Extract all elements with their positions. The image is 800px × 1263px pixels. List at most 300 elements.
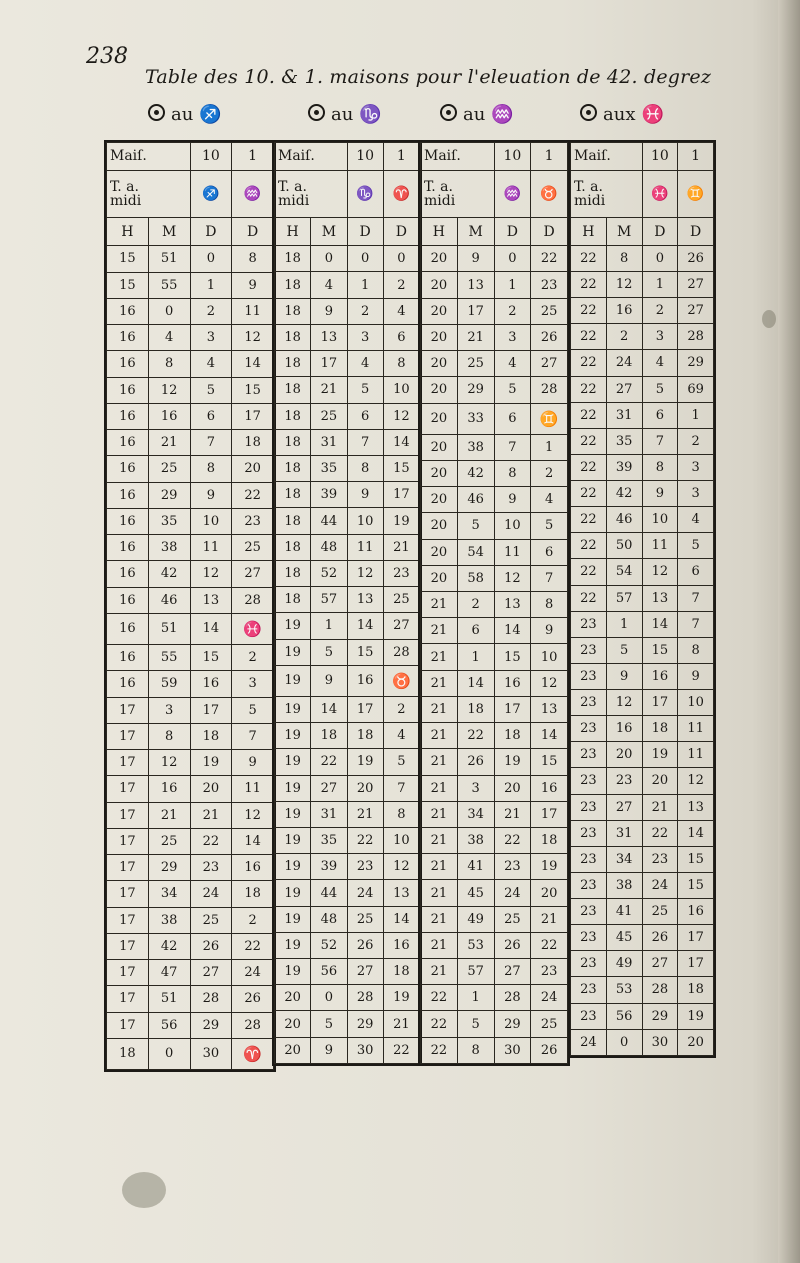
table-cell: 23 [571, 690, 607, 716]
table-cell: 5 [457, 1011, 494, 1037]
table-cell: 14 [383, 429, 419, 455]
table-cell: 6 [494, 403, 531, 434]
table-cell: 5 [190, 377, 232, 403]
mais-label: Maiſ. [571, 143, 643, 171]
table-cell: 27 [190, 960, 232, 986]
table-cell: 57 [311, 587, 347, 613]
table-cell: 19 [347, 749, 383, 775]
table-cell: 8 [383, 801, 419, 827]
table-cell: 25 [494, 906, 531, 932]
table-cell: 10 [531, 644, 568, 670]
sign-1-house: ♊ [678, 170, 714, 217]
table-cell: 1 [457, 644, 494, 670]
table-cell: 0 [642, 245, 678, 271]
table-cell: 19 [275, 880, 311, 906]
table-cell: 18 [494, 723, 531, 749]
table-cell: 5 [457, 513, 494, 539]
table-cell: 7 [383, 775, 419, 801]
table-cell: 24 [606, 350, 642, 376]
table-cell: 18 [457, 696, 494, 722]
table-cell: 27 [678, 298, 714, 324]
table-cell: 18 [347, 723, 383, 749]
table-cell: 25 [232, 535, 274, 561]
table-cell: 19 [190, 750, 232, 776]
house-10-label: 10 [190, 143, 232, 171]
table-cell: 13 [457, 272, 494, 298]
table-row [107, 613, 274, 644]
table-cell: 20 [275, 985, 311, 1011]
table-cell: 4 [642, 350, 678, 376]
table-cell: 8 [642, 454, 678, 480]
table-cell: 28 [531, 377, 568, 403]
table-cell: 8 [606, 245, 642, 271]
table-cell: 17 [347, 696, 383, 722]
table-cell: 22 [571, 585, 607, 611]
table-cell: 18 [275, 324, 311, 350]
table-row [571, 820, 714, 846]
table-cell: 17 [642, 690, 678, 716]
table-cell: 25 [311, 403, 347, 429]
table-cell: 8 [148, 723, 190, 749]
table-cell: 16 [107, 535, 149, 561]
table-cell: 12 [148, 377, 190, 403]
house-1-label: 1 [383, 143, 419, 171]
table-cell: 27 [311, 775, 347, 801]
table-cell: 3 [347, 324, 383, 350]
table-cell: 15 [678, 846, 714, 872]
table-row [107, 1038, 274, 1069]
table-cell: 27 [642, 951, 678, 977]
table-cell: 42 [148, 933, 190, 959]
table-row [275, 1011, 420, 1037]
table-cell: 25 [383, 587, 419, 613]
table-cell: 9 [232, 272, 274, 298]
table-cell: 22 [571, 324, 607, 350]
table-row [421, 985, 568, 1011]
table-row [275, 351, 420, 377]
table-cell: 11 [678, 716, 714, 742]
table-cell: 12 [383, 403, 419, 429]
table-cell: 18 [531, 827, 568, 853]
table-row [107, 645, 274, 671]
table-cell: 46 [148, 587, 190, 613]
table-row [421, 959, 568, 985]
table-cell: 46 [606, 507, 642, 533]
table-block [104, 140, 276, 1072]
table-row [421, 324, 568, 350]
table-cell: 20 [531, 880, 568, 906]
table-cell: 13 [494, 591, 531, 617]
table-row [107, 986, 274, 1012]
table-cell: 3 [678, 481, 714, 507]
table-row [275, 246, 420, 272]
table-row [421, 1011, 568, 1037]
table-row [107, 351, 274, 377]
table-row [421, 775, 568, 801]
table-row [571, 298, 714, 324]
house-table [420, 142, 568, 1064]
table-cell: 19 [383, 985, 419, 1011]
ink-spot [762, 310, 776, 328]
table-cell: 16 [107, 645, 149, 671]
table-cell: 34 [148, 881, 190, 907]
table-row [107, 403, 274, 429]
table-cell: 14 [190, 613, 232, 644]
table-cell: 38 [148, 907, 190, 933]
table-row [421, 670, 568, 696]
table-cell: 16 [148, 403, 190, 429]
table-cell: 1 [457, 985, 494, 1011]
table-cell: 57 [606, 585, 642, 611]
sun-icon [148, 104, 165, 121]
table-cell: 49 [457, 906, 494, 932]
table-cell: 20 [642, 768, 678, 794]
table-cell: 17 [107, 723, 149, 749]
table-cell: 19 [275, 749, 311, 775]
table-cell: 22 [421, 985, 458, 1011]
table-cell: 17 [232, 403, 274, 429]
table-cell: 1 [347, 272, 383, 298]
table-cell: 23 [571, 663, 607, 689]
table-cell: 56 [148, 1012, 190, 1038]
table-cell: 6 [190, 403, 232, 429]
table-cell: 1 [494, 272, 531, 298]
table-cell: 18 [190, 723, 232, 749]
table-cell: 0 [190, 246, 232, 272]
table-cell: 21 [421, 618, 458, 644]
table-cell: 23 [571, 925, 607, 951]
table-cell: 22 [494, 827, 531, 853]
table-row [571, 481, 714, 507]
sign-10-house: ♐ [190, 170, 232, 218]
table-cell: 20 [421, 403, 458, 434]
table-cell: 30 [190, 1038, 232, 1069]
table-row [107, 377, 274, 403]
table-cell: 23 [571, 899, 607, 925]
table-cell: 2 [642, 298, 678, 324]
table-cell: 0 [494, 246, 531, 272]
table-cell: 20 [275, 1011, 311, 1037]
table-cell: 9 [642, 481, 678, 507]
hours-label: H [571, 218, 607, 246]
table-cell: 22 [232, 933, 274, 959]
table-cell: 18 [275, 351, 311, 377]
temps-a-midi-label [571, 170, 643, 217]
degrees-1-label: D [531, 218, 568, 246]
table-row [571, 977, 714, 1003]
table-cell: 18 [383, 959, 419, 985]
table-row [421, 377, 568, 403]
table-row [275, 298, 420, 324]
table-cell: 21 [421, 749, 458, 775]
table-cell: 20 [678, 1029, 714, 1055]
ta-text: T. a. [278, 179, 307, 196]
table-cell: 21 [148, 430, 190, 456]
table-cell: 14 [347, 613, 383, 639]
table-row [275, 587, 420, 613]
table-cell: 29 [642, 1003, 678, 1029]
table-cell: 1 [190, 272, 232, 298]
temps-a-midi-label [421, 170, 495, 218]
table-row [421, 1037, 568, 1063]
table-cell: 28 [232, 1012, 274, 1038]
table-row [571, 611, 714, 637]
table-cell: 52 [311, 560, 347, 586]
table-cell: 17 [107, 907, 149, 933]
table-cell: 3 [642, 324, 678, 350]
table-cell: 26 [190, 933, 232, 959]
table-cell: 2 [232, 907, 274, 933]
table-row [275, 455, 420, 481]
table-cell: 22 [347, 827, 383, 853]
table-row [421, 696, 568, 722]
table-cell: 19 [531, 854, 568, 880]
header-row [421, 143, 568, 171]
table-cell: 19 [275, 775, 311, 801]
table-cell: 14 [457, 670, 494, 696]
header-row [107, 218, 274, 246]
table-cell: 26 [347, 932, 383, 958]
header-row [571, 170, 714, 217]
table-row [571, 794, 714, 820]
sign-10-house: ♑ [347, 170, 383, 218]
table-row [571, 428, 714, 454]
table-cell: 16 [107, 351, 149, 377]
table-cell: 18 [275, 560, 311, 586]
table-cell: 17 [107, 933, 149, 959]
table-cell: 11 [678, 742, 714, 768]
table-cell: 27 [383, 613, 419, 639]
table-cell: 35 [311, 455, 347, 481]
ta-text: T. a. [424, 179, 453, 196]
table-cell: 54 [606, 559, 642, 585]
table-cell: 6 [347, 403, 383, 429]
table-cell: 29 [347, 1011, 383, 1037]
minutes-label: M [606, 218, 642, 246]
table-cell: 22 [642, 820, 678, 846]
table-row [571, 402, 714, 428]
table-cell: 19 [275, 801, 311, 827]
table-row [107, 960, 274, 986]
table-cell: 23 [383, 560, 419, 586]
table-cell: 53 [457, 932, 494, 958]
table-row [421, 723, 568, 749]
table-row [421, 539, 568, 565]
table-row [421, 351, 568, 377]
table-row [421, 827, 568, 853]
table-cell: 17 [383, 482, 419, 508]
table-cell: 6 [531, 539, 568, 565]
table-cell: 23 [190, 855, 232, 881]
table-cell: 19 [383, 508, 419, 534]
table-cell: 23 [571, 951, 607, 977]
table-cell: 16 [107, 456, 149, 482]
table-cell: 11 [232, 776, 274, 802]
table-cell: 5 [531, 513, 568, 539]
table-row [571, 454, 714, 480]
table-cell: 24 [642, 872, 678, 898]
table-cell: 3 [232, 671, 274, 697]
table-row [571, 272, 714, 298]
table-cell: 12 [606, 272, 642, 298]
table-cell: 17 [457, 298, 494, 324]
table-row [421, 880, 568, 906]
table-cell: 11 [190, 535, 232, 561]
table-cell: 31 [311, 801, 347, 827]
table-row [571, 324, 714, 350]
table-row [107, 246, 274, 272]
table-cell: 20 [421, 351, 458, 377]
table-cell: 19 [275, 959, 311, 985]
table-cell: 42 [457, 460, 494, 486]
table-cell: 23 [347, 854, 383, 880]
table-cell: 17 [311, 351, 347, 377]
table-row [571, 507, 714, 533]
table-cell: 8 [347, 455, 383, 481]
table-cell: 22 [571, 376, 607, 402]
table-cell: ♉ [383, 665, 419, 696]
table-cell: 29 [678, 350, 714, 376]
table-cell: 26 [494, 932, 531, 958]
table-cell: 26 [457, 749, 494, 775]
table-cell: 21 [421, 932, 458, 958]
table-cell: 12 [606, 690, 642, 716]
table-cell: 28 [494, 985, 531, 1011]
table-row [107, 272, 274, 298]
table-row [275, 560, 420, 586]
table-row [107, 697, 274, 723]
table-row [421, 644, 568, 670]
table-cell: 22 [190, 828, 232, 854]
table-cell: 12 [232, 802, 274, 828]
header-row [421, 170, 568, 218]
table-cell: 19 [275, 854, 311, 880]
table-cell: 20 [421, 565, 458, 591]
table-row [107, 430, 274, 456]
table-block [272, 140, 422, 1066]
table-cell: 27 [232, 561, 274, 587]
table-cell: 7 [494, 434, 531, 460]
table-cell: 17 [107, 802, 149, 828]
table-cell: 19 [275, 665, 311, 696]
table-row [275, 665, 420, 696]
table-cell: 17 [107, 750, 149, 776]
table-cell: 30 [347, 1037, 383, 1063]
sign-1-house: ♒ [232, 170, 274, 218]
table-cell: 9 [347, 482, 383, 508]
table-row [275, 854, 420, 880]
table-row [107, 561, 274, 587]
temps-a-midi-label [107, 170, 191, 218]
table-row [421, 932, 568, 958]
table-cell: 27 [678, 272, 714, 298]
degrees-1-label: D [383, 218, 419, 246]
table-cell: 15 [232, 377, 274, 403]
table-cell: 57 [457, 959, 494, 985]
table-cell: 9 [311, 665, 347, 696]
table-cell: 24 [494, 880, 531, 906]
table-cell: 22 [571, 428, 607, 454]
table-cell: 53 [606, 977, 642, 1003]
table-cell: 14 [531, 723, 568, 749]
table-cell: 21 [421, 827, 458, 853]
table-row [571, 637, 714, 663]
table-cell: 13 [642, 585, 678, 611]
table-cell: 10 [642, 507, 678, 533]
table-cell: 31 [606, 402, 642, 428]
table-cell: 17 [678, 951, 714, 977]
table-cell: 3 [190, 325, 232, 351]
table-cell: 20 [421, 324, 458, 350]
table-cell: 15 [107, 246, 149, 272]
table-cell: 15 [190, 645, 232, 671]
table-cell: 5 [494, 377, 531, 403]
table-cell: 2 [531, 460, 568, 486]
table-cell: 44 [311, 880, 347, 906]
table-cell: 18 [275, 298, 311, 324]
table-row [275, 723, 420, 749]
table-cell: 18 [107, 1038, 149, 1069]
table-cell: 7 [347, 429, 383, 455]
table-row [421, 513, 568, 539]
table-cell: 18 [232, 881, 274, 907]
table-cell: 21 [311, 377, 347, 403]
table-cell: 21 [383, 534, 419, 560]
table-cell: 21 [421, 591, 458, 617]
table-cell: 20 [190, 776, 232, 802]
table-cell: 42 [606, 481, 642, 507]
ta-text: T. a. [574, 178, 603, 195]
table-cell: 9 [531, 618, 568, 644]
sign-1-house: ♉ [531, 170, 568, 218]
table-cell: 18 [311, 723, 347, 749]
table-cell: 22 [571, 481, 607, 507]
table-row [107, 828, 274, 854]
table-cell: 39 [606, 454, 642, 480]
table-cell: 9 [190, 482, 232, 508]
table-cell: 21 [421, 801, 458, 827]
table-cell: 2 [383, 696, 419, 722]
table-cell: 19 [678, 1003, 714, 1029]
table-cell: 12 [383, 854, 419, 880]
table-cell: 38 [457, 434, 494, 460]
table-cell: 20 [347, 775, 383, 801]
table-row [421, 906, 568, 932]
table-cell: 69 [678, 376, 714, 402]
table-cell: 9 [606, 663, 642, 689]
table-cell: 13 [190, 587, 232, 613]
table-cell: 17 [107, 960, 149, 986]
table-row [107, 1012, 274, 1038]
table-cell: 21 [457, 324, 494, 350]
header-row [571, 218, 714, 246]
table-cell: 18 [232, 430, 274, 456]
table-cell: 18 [275, 508, 311, 534]
table-cell: 25 [642, 899, 678, 925]
table-cell: 21 [421, 670, 458, 696]
table-cell: 2 [494, 298, 531, 324]
hours-label: H [275, 218, 311, 246]
table-row [571, 533, 714, 559]
table-cell: 12 [494, 565, 531, 591]
table-row [107, 776, 274, 802]
table-cell: 16 [642, 663, 678, 689]
sun-icon [308, 104, 325, 121]
table-cell: 8 [148, 351, 190, 377]
table-cell: ♊ [531, 403, 568, 434]
table-cell: 12 [148, 750, 190, 776]
table-cell: 7 [531, 565, 568, 591]
